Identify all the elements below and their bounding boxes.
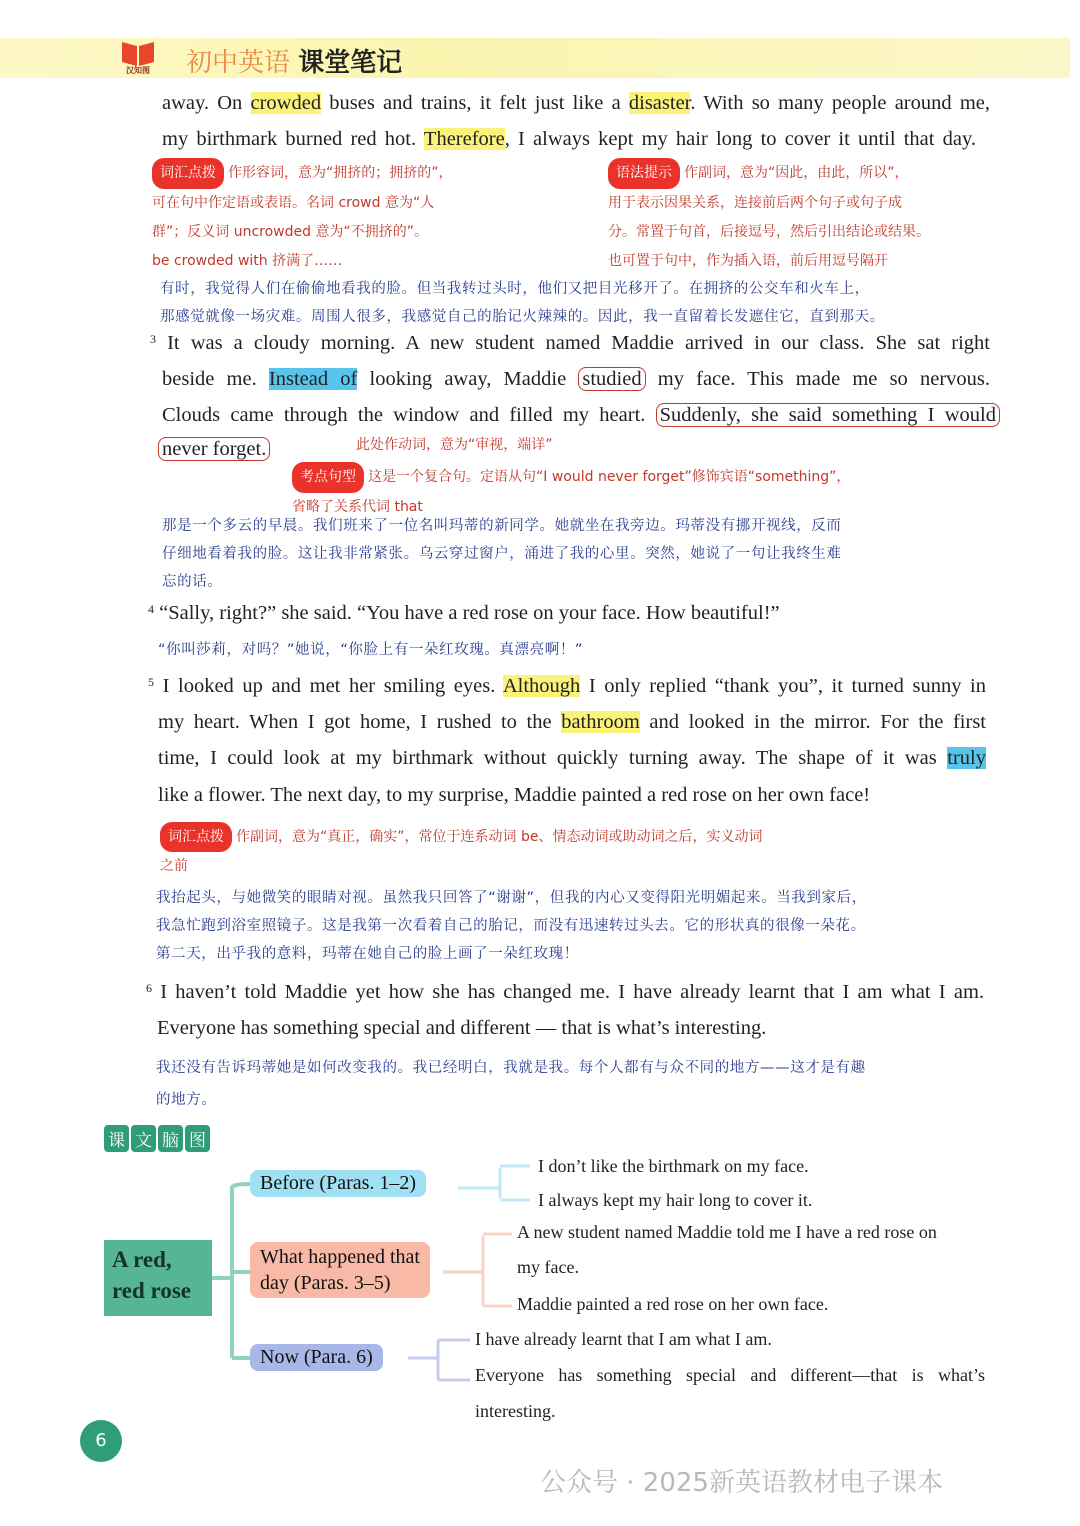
leaf: Maddie painted a red rose on her own face. (517, 1294, 829, 1314)
translation-para5: 我抬起头，与她微笑的眼睛对视。虽然我只回答了“谢谢”，但我的内心又变得阳光明媚起来。当我到家后， 我急忙跑到浴室照镜子。这是我第一次看着自己的胎记，而没有迅速转过头去。它的形状真的很像一朵花。 第二天，出乎我的意料，玛蒂在她自己的脸上画了一朵红玫瑰！ (156, 890, 867, 962)
para3-line3: Clouds came through the window and filled my heart. Suddenly, she said something I would (162, 404, 1000, 427)
leaf: I always kept my hair long to cover it. (538, 1190, 813, 1210)
leaf: my face. (517, 1257, 579, 1277)
grammar-note-therefore: 语法提示 作副词，意为“因此，由此，所以”， 用于表示因果关系，连接前后两个句子或句子成 分。常置于句首，后接逗号，然后引出结论或结果。 也可置于句中，作为插入语，前后用逗号隔开 (608, 158, 930, 276)
para3-line1: $^3$ It was a cloudy morning. A new student named Maddie arrived in our class. She sat right (150, 332, 991, 354)
mindmap-root: A red, red rose (104, 1240, 212, 1316)
translation-para6: 我还没有告诉玛蒂她是如何改变我的。我已经明白，我就是我。每个人都有与众不同的地方——这才是有趣 的地方。 (156, 1060, 866, 1108)
mindmap-heading: 课 文 脑 图 (104, 1125, 210, 1152)
branch-what-happened: What happened that day (Paras. 3–5) (250, 1242, 430, 1298)
leaf: Everyone has something special and different—that is what’s (475, 1365, 985, 1385)
para4: $^4$ “Sally, right?” she said. “You have a red rose on your face. How beautiful!” (148, 602, 780, 624)
leaf: I don’t like the birthmark on my face. (538, 1156, 809, 1176)
para5-line2: my heart. When I got home, I rushed to the bathroom and looked in the mirror. For the first (158, 711, 987, 733)
page-number: 6 (80, 1420, 122, 1462)
leaf: I have already learnt that I am what I am. (475, 1329, 772, 1349)
brand-label: 汉知图 (126, 66, 150, 75)
sentence-note: 考点句型 这是一个复合句。定语从句“I would never forget”修饰宾语“something”， 省略了关系代词 that (292, 462, 850, 522)
translation-para3: 那是一个多云的早晨。我们班来了一位名叫玛蒂的新同学。她就坐在我旁边。玛蒂没有挪开视线，反而 仔细地看着我的脸。这让我非常紧张。乌云穿过窗户，涌进了我的心里。突然，她说了一句让我终生难 忘的话。 (162, 518, 842, 590)
vocab-note-crowded: 词汇点拨 作形容词，意为“拥挤的；拥挤的”， 可在句中作定语或表语。名词 crowd 意为“人 群”；反义词 uncrowded 意为“不拥挤的”。 be crowded with 挤满了…… (152, 158, 453, 276)
para5-line4: like a flower. The next day, to my surprise, Maddie painted a red rose on her own face! (158, 784, 871, 806)
translation-para2: 有时，我觉得人们在偷偷地看我的脸。但当我转过头时，他们又把目光移开了。在拥挤的公交车和火车上， 那感觉就像一场灾难。周围人很多，我感觉自己的胎记火辣辣的。因此，我一直留着长发遮住它，直到那天。 (160, 281, 885, 325)
leaf: interesting. (475, 1401, 556, 1421)
para6-line1: $^6$ I haven’t told Maddie yet how she has changed me. I have already learnt that I am what I am. (146, 981, 985, 1003)
page-title: 初中英语 课堂笔记 (186, 48, 403, 78)
para6-line2: Everyone has something special and different — that is what’s interesting. (157, 1017, 767, 1039)
note-studied: 此处作动词，意为“审视，端详” (356, 437, 553, 453)
branch-now: Now (Para. 6) (250, 1344, 383, 1371)
para5-line3: time, I could look at my birthmark without quickly turning away. The shape of it was truly (158, 747, 986, 769)
para3-line4: never forget. (158, 438, 270, 461)
translation-para4: “你叫莎莉，对吗？”她说，“你脸上有一朵红玫瑰。真漂亮啊！” (158, 642, 584, 658)
leaf: A new student named Maddie told me I have a red rose on (517, 1222, 937, 1242)
para2-line2: my birthmark burned red hot. Therefore, I always kept my hair long to cover it until that day. (162, 128, 976, 150)
para3-line2: beside me. Instead of looking away, Maddie studied my face. This made me so nervous. (162, 368, 991, 390)
branch-before: Before (Paras. 1–2) (250, 1170, 426, 1197)
vocab-note-truly: 词汇点拨 作副词，意为“真正，确实”，常位于连系动词 be、情态动词或助动词之后，实义动词 之前 (160, 822, 762, 880)
para2-line1: away. On crowded buses and trains, it felt just like a disaster. With so many people around me, (162, 92, 990, 114)
watermark: 公众号 · 2025新英语教材电子课本 (540, 1468, 943, 1498)
para5-line1: $^5$ I looked up and met her smiling eyes. Although I only replied “thank you”, it turned sunny in (148, 675, 986, 697)
